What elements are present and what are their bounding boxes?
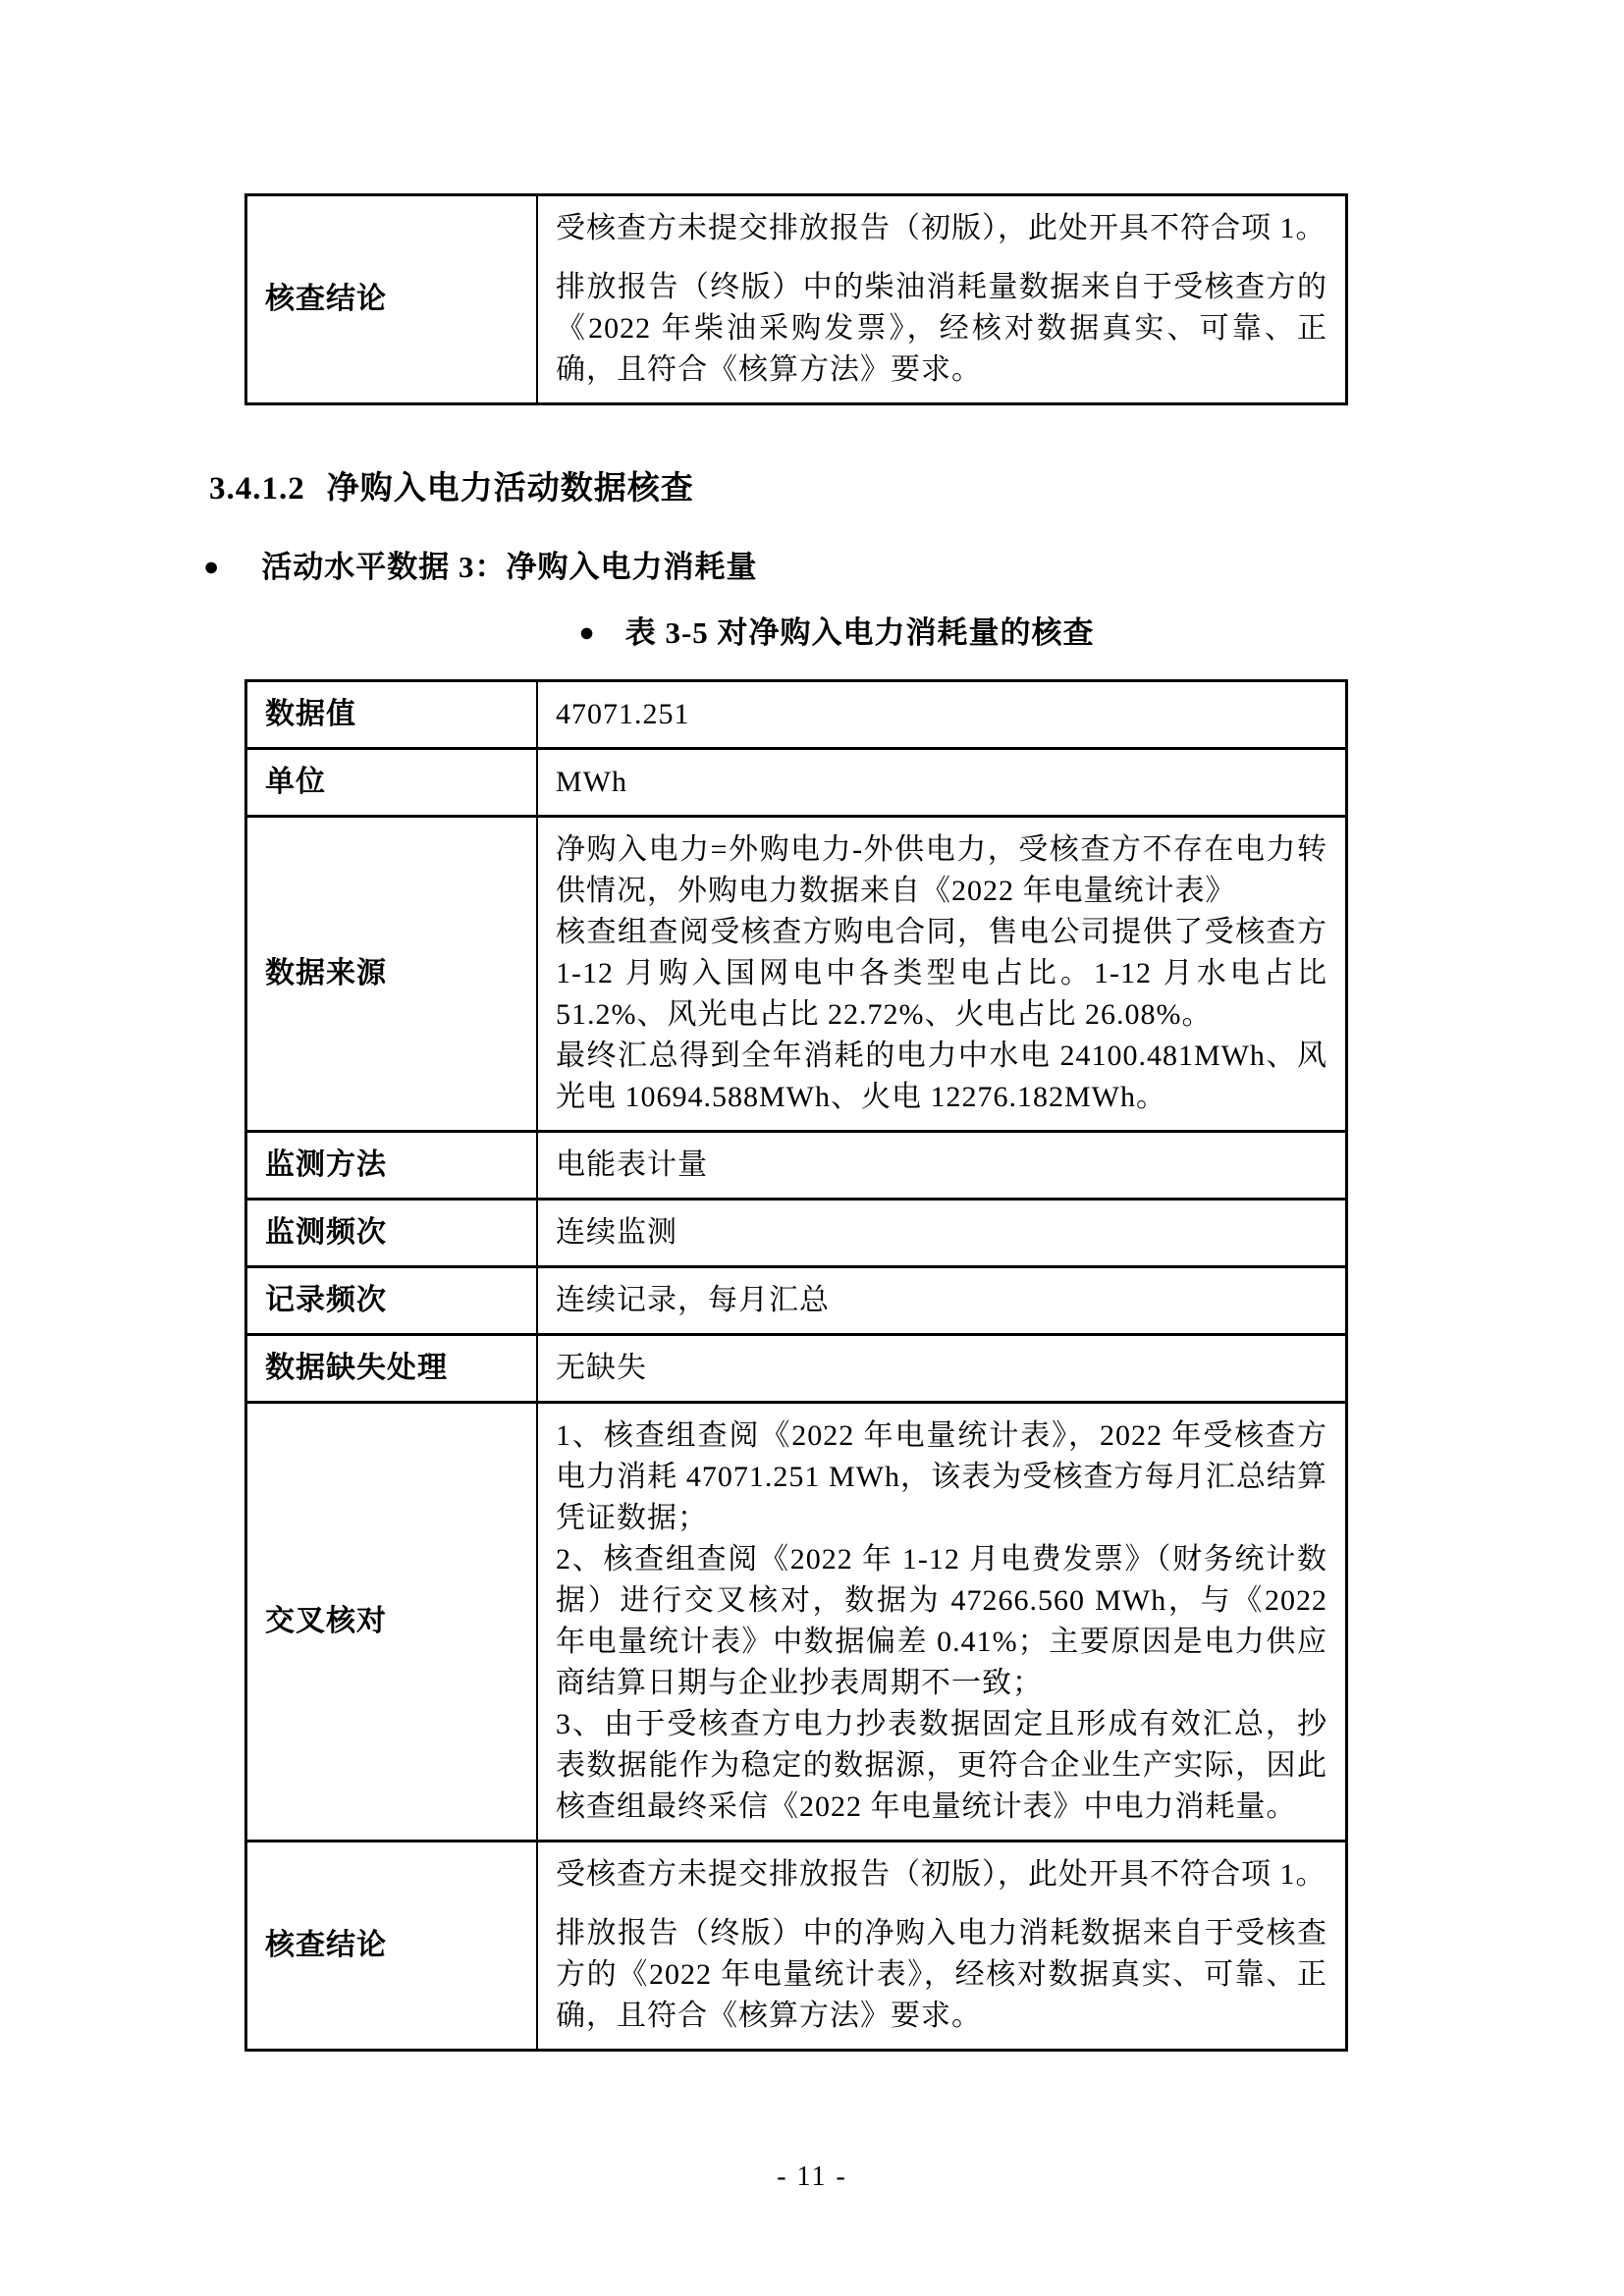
table-row [246, 681, 1347, 749]
row-label-monitoring-frequency: 监测频次 [246, 1200, 538, 1267]
bullet-icon: ● [578, 617, 596, 647]
recording-frequency-value: 连续记录，每月汇总 [537, 1267, 1347, 1335]
table-row [246, 1132, 1347, 1200]
data-source-paragraph: 最终汇总得到全年消耗的电力中水电 24100.481MWh、风光电 10694.588MWh、火电 12276.182MWh。 [556, 1040, 1327, 1113]
conclusion-paragraph: 排放报告（终版）中的柴油消耗量数据来自于受核查方的《2022 年柴油采购发票》，经核对数据真实、可靠、正确，且符合《核算方法》要求。 [556, 271, 1327, 386]
conclusion-paragraph: 受核查方未提交排放报告（初版），此处开具不符合项 1。 [556, 212, 1326, 244]
row-label-missing-data-handling: 数据缺失处理 [246, 1335, 538, 1403]
table-row [246, 195, 1347, 404]
row-label-unit: 单位 [246, 749, 538, 817]
data-source-paragraph: 净购入电力=外购电力-外供电力，受核查方不存在电力转供情况，外购电力数据来自《2022 年电量统计表》 [556, 833, 1327, 907]
row-label-verification-conclusion: 核查结论 [246, 1842, 538, 2051]
section-title: 净购入电力活动数据核查 [326, 471, 694, 507]
monitoring-method-value: 电能表计量 [537, 1132, 1347, 1200]
table-caption [285, 608, 1388, 652]
table-row [246, 817, 1347, 1132]
cross-check-text [537, 1403, 1347, 1842]
table-row [246, 1267, 1347, 1335]
bullet-icon: ● [203, 552, 221, 581]
page-number: - 11 - [777, 2162, 847, 2192]
table-caption-text: 表 3-5 对净购入电力消耗量的核查 [624, 615, 1095, 650]
table-row [246, 1403, 1347, 1842]
row-label-verification-conclusion: 核查结论 [246, 195, 538, 404]
data-source-text [537, 817, 1347, 1132]
missing-data-handling-value: 无缺失 [537, 1335, 1347, 1403]
activity-data-label: 活动水平数据 3：净购入电力消耗量 [261, 550, 758, 584]
row-label-data-source: 数据来源 [246, 817, 538, 1132]
data-source-paragraph: 核查组查阅受核查方购电合同，售电公司提供了受核查方 1-12 月购入国网电中各类型电占比。1-12 月水电占比 51.2%、风光电占比 22.72%、火电占比 26.08%。 [556, 916, 1327, 1031]
row-label-cross-check: 交叉核对 [246, 1403, 538, 1842]
diesel-conclusion-table [244, 193, 1348, 405]
cross-check-paragraph: 1、核查组查阅《2022 年电量统计表》，2022 年受核查方电力消耗 47071.251 MWh，该表为受核查方每月汇总结算凭证数据； [556, 1419, 1327, 1534]
electricity-verification-table [244, 679, 1348, 2052]
row-label-data-value: 数据值 [246, 681, 538, 749]
row-label-recording-frequency: 记录频次 [246, 1267, 538, 1335]
table-row [246, 749, 1347, 817]
cross-check-paragraph: 2、核查组查阅《2022 年 1-12 月电费发票》（财务统计数据）进行交叉核对，数据为 47266.560 MWh，与《2022 年电量统计表》中数据偏差 0.41%；主要原因是电力供应商结算日期与企业抄表周期不一致； [556, 1543, 1327, 1699]
row-label-monitoring-method: 监测方法 [246, 1132, 538, 1200]
conclusion-paragraph: 受核查方未提交排放报告（初版），此处开具不符合项 1。 [556, 1858, 1326, 1891]
verification-conclusion-text [537, 1842, 1347, 2051]
monitoring-frequency-value: 连续监测 [537, 1200, 1347, 1267]
section-number: 3.4.1.2 [209, 471, 305, 507]
table-row [246, 1335, 1347, 1403]
cross-check-paragraph: 3、由于受核查方电力抄表数据固定且形成有效汇总，抄表数据能作为稳定的数据源，更符合企业生产实际，因此核查组最终采信《2022 年电量统计表》中电力消耗量。 [556, 1708, 1327, 1823]
table-row [246, 1200, 1347, 1267]
conclusion-paragraph: 排放报告（终版）中的净购入电力消耗数据来自于受核查方的《2022 年电量统计表》，经核对数据真实、可靠、正确，且符合《核算方法》要求。 [556, 1917, 1327, 2032]
section-heading [209, 462, 1624, 508]
verification-conclusion-text [537, 195, 1347, 404]
activity-data-bullet-line [203, 542, 1624, 586]
unit-value: MWh [537, 749, 1347, 817]
data-value: 47071.251 [537, 681, 1347, 749]
table-row [246, 1842, 1347, 2051]
